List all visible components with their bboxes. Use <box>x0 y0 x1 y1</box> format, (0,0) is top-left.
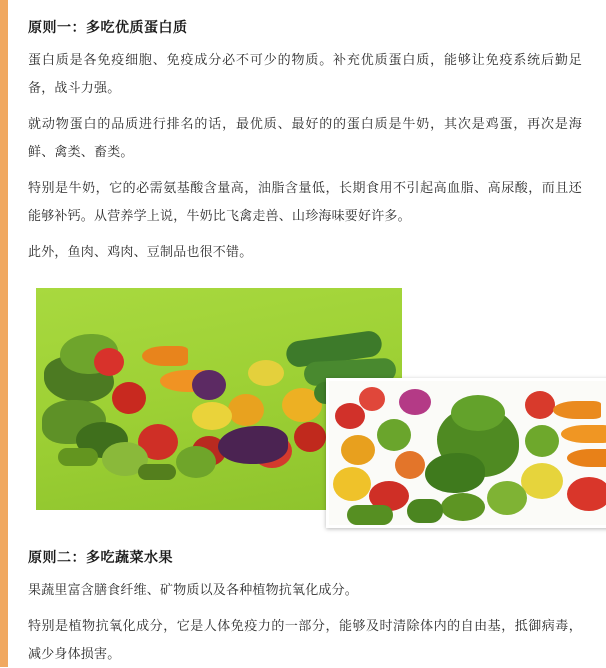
section-2-paragraph-2: 特别是植物抗氧化成分，它是人体免疫力的一部分，能够及时清除体内的自由基，抵御病毒，减少身体损害。 <box>28 618 582 661</box>
section-heading-1: 原则一：多吃优质蛋白质 <box>28 19 188 35</box>
section-1-paragraph-3: 特别是牛奶，它的必需氨基酸含量高，油脂含量低，长期食用不引起高血脂、高尿酸，而且还能够补钙。从营养学上说，牛奶比飞禽走兽、山珍海味要好许多。 <box>28 180 582 223</box>
section-1-paragraph-1: 蛋白质是各免疫细胞、免疫成分必不可少的物质。补充优质蛋白质，能够让免疫系统后勤足备，战斗力强。 <box>28 52 582 95</box>
section-heading-2: 原则二：多吃蔬菜水果 <box>28 549 173 565</box>
vegetable-platter-illustration <box>329 381 606 525</box>
section-2-paragraph-1: 果蔬里富含膳食纤维、矿物质以及各种植物抗氧化成分。 <box>28 582 359 597</box>
section-1-paragraph-2: 就动物蛋白的品质进行排名的话，最优质、最好的的蛋白质是牛奶，其次是鸡蛋，再次是海鲜、禽类、畜类。 <box>28 116 582 159</box>
figure-vegetables <box>28 288 582 530</box>
vegetables-white-background-image <box>326 378 606 528</box>
section-1-paragraph-4: 此外，鱼肉、鸡肉、豆制品也很不错。 <box>28 244 253 259</box>
left-accent-bar <box>4 0 8 667</box>
